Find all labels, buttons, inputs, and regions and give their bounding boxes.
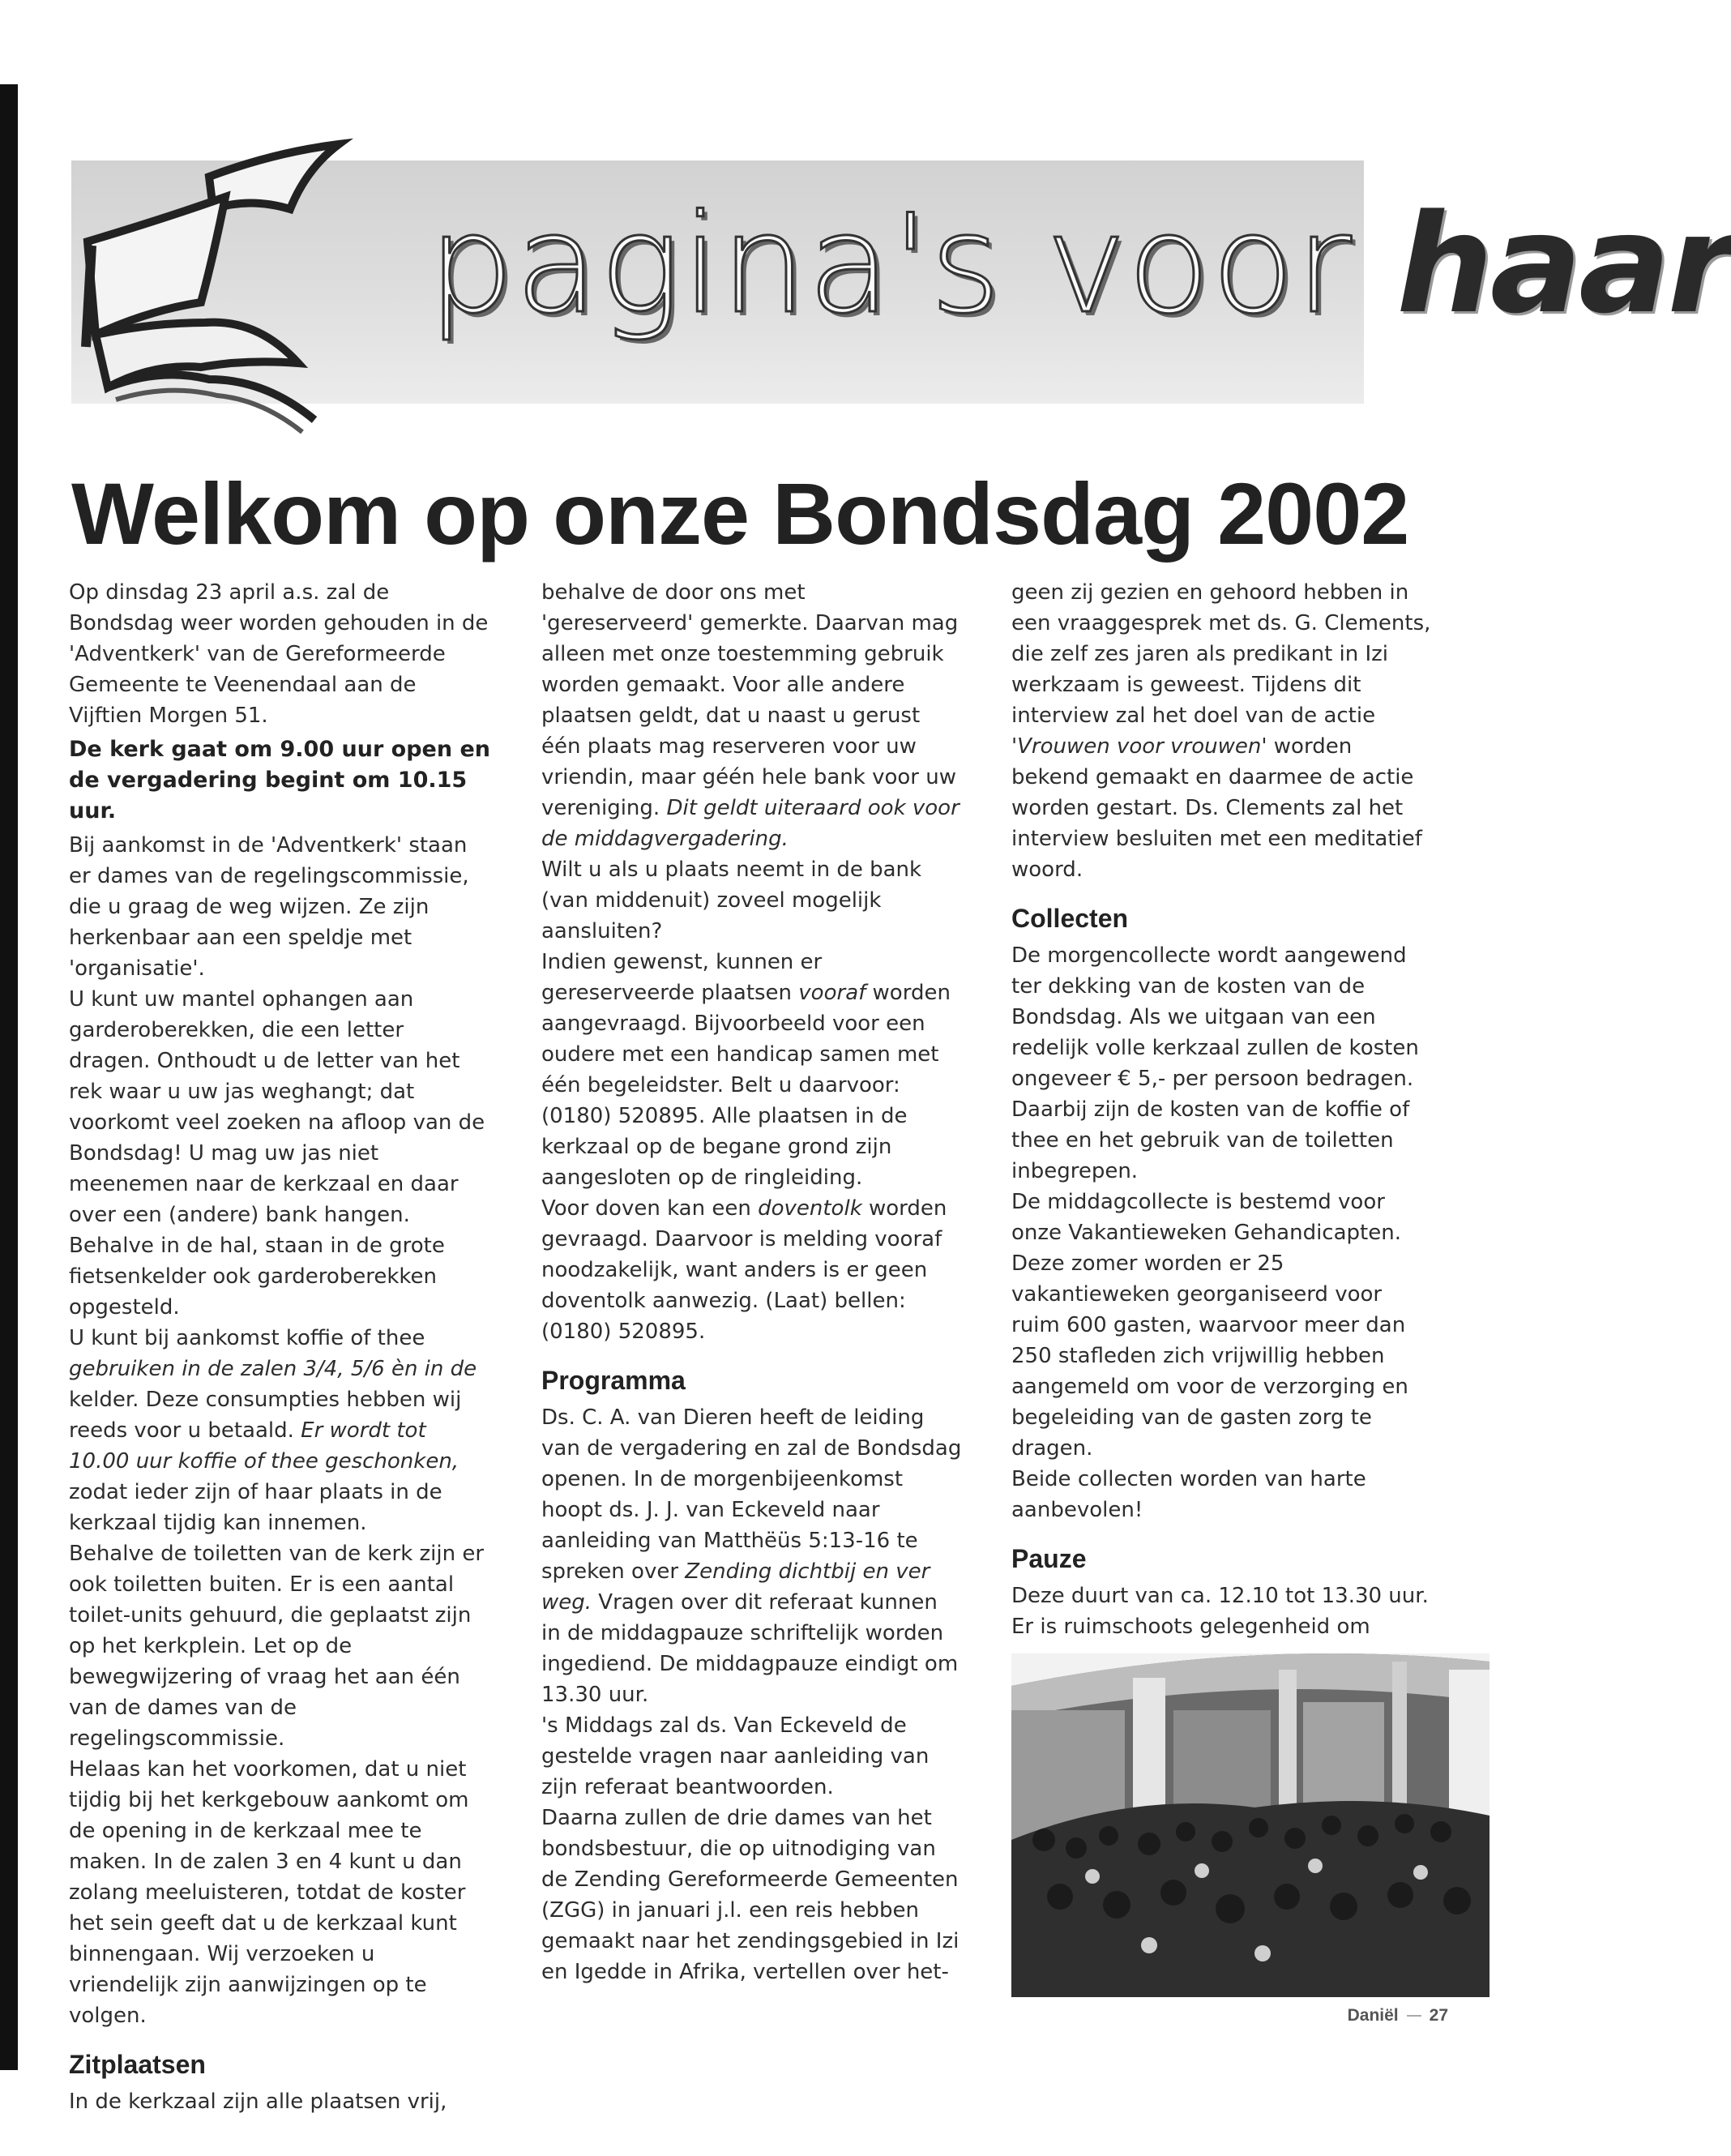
section-heading-collecten: Collecten <box>1011 904 1129 933</box>
paragraph: De morgencollecte wordt aangewend ter dekking van de kosten van de Bondsdag. Als we uitgaan van een redelijk volle kerkzaal zullen de kosten ongeveer € 5,- per persoon bedragen. Daarbij zijn de kosten van de koffie of thee en het gebruik van de toiletten inbegrepen. <box>1011 943 1419 1183</box>
text-run: worden bekend gemaakt en daarmee de actie worden gestart. Ds. Clements zal het interview besluiten met een meditatief woord. <box>1011 734 1422 882</box>
paragraph: 's Middags zal ds. Van Eckeveld de gestelde vragen naar aanleiding van zijn referaat beantwoorden. <box>541 1713 930 1799</box>
paragraph <box>541 1193 963 1347</box>
paragraph <box>69 1323 490 1538</box>
paragraph <box>541 947 963 1193</box>
paragraph <box>541 577 963 854</box>
article-column-3 <box>1011 577 1433 1642</box>
scan-edge-bar <box>0 84 18 2070</box>
footer-separator <box>1407 2015 1421 2017</box>
paragraph: Wilt u als u plaats neemt in de bank (van middenuit) zoveel mogelijk aansluiten? <box>541 858 922 943</box>
text-run-italic: doventolk <box>758 1196 862 1221</box>
paragraph: Behalve de toiletten van de kerk zijn er ook toiletten buiten. Er is een aantal toilet-units gehuurd, die geplaatst zijn op het kerkplein. Let op de bewegwijzering of vraag het aan één van de dames van de regelingscommissie. <box>69 1542 485 1751</box>
banner-title-main: pagina's voor <box>428 185 1397 344</box>
text-run: Indien gewenst, kunnen er gereserveerde plaatsen <box>541 950 823 1005</box>
text-run: worden aangevraagd. Bijvoorbeeld voor een oudere met een handicap samen met één begeleidster. Belt u daarvoor: (0180) 520895. Alle plaatsen in de kerkzaal op de begane grond zijn aangesloten op de ringleiding. <box>541 981 951 1190</box>
text-run-italic: gebruiken in de zalen 3/4, 5/6 èn in de <box>69 1357 477 1381</box>
paragraph: Op dinsdag 23 april a.s. zal de Bondsdag weer worden gehouden in de 'Adventkerk' van de Gereformeerde Gemeente te Veenendaal aan de Vijftien Morgen 51. <box>69 580 489 728</box>
banner-title-emphasis: haar <box>1396 185 1731 344</box>
text-run: geen zij gezien en gehoord hebben in een vraaggesprek met ds. G. Clements, die zelf zes jaren als predikant in Izi werkzaam is geweest. Tijdens dit interview zal het doel van de actie <box>1011 580 1431 728</box>
text-run-italic: Dit geldt uiteraard ook voor de middagvergadering. <box>541 796 960 851</box>
church-crowd-photo <box>1011 1653 1490 1997</box>
magazine-name: Daniël <box>1347 2006 1399 2025</box>
open-book-icon <box>71 120 395 444</box>
text-run: Vragen over dit referaat kunnen in de middagpauze schriftelijk worden ingediend. De middagpauze eindigt om 13.30 uur. <box>541 1590 959 1707</box>
paragraph: Helaas kan het voorkomen, dat u niet tijdig bij het kerkgebouw aankomt om de opening in de kerkzaal mee te maken. In de zalen 3 en 4 kunt u dan zolang meeluisteren, totdat de koster het sein geeft dat u de kerkzaal kunt binnengaan. Wij verzoeken u vriendelijk zijn aanwijzingen op te volgen. <box>69 1757 469 2028</box>
opening-times-notice: De kerk gaat om 9.00 uur open en de vergadering begint om 10.15 uur. <box>69 737 491 823</box>
paragraph: De middagcollecte is bestemd voor onze Vakantieweken Gehandicapten. Deze zomer worden er 25 vakantieweken georganiseerd voor ruim 600 gasten, waarvoor meer dan 250 stafleden zich vrijwillig hebben aangemeld om voor de verzorging en begeleiding van de gasten zorg te dragen. <box>1011 1190 1408 1461</box>
text-run: Voor doven kan een <box>541 1196 759 1221</box>
paragraph <box>541 1402 963 1710</box>
text-run-italic: Zending dichtbij en ver weg. <box>541 1559 930 1615</box>
text-run: zodat ieder zijn of haar plaats in de kerkzaal tijdig kan innemen. <box>69 1480 442 1535</box>
section-banner <box>71 160 1731 404</box>
paragraph: Beide collecten worden van harte aanbevolen! <box>1011 1467 1366 1522</box>
page-footer <box>1348 2006 1448 2026</box>
paragraph: Bij aankomst in de 'Adventkerk' staan er dames van de regelingscommissie, die u graag de weg wijzen. Ze zijn herkenbaar aan een speldje met 'organisatie'. <box>69 833 469 981</box>
text-run-italic: vooraf <box>798 981 866 1005</box>
paragraph: U kunt uw mantel ophangen aan garderoberekken, die een letter dragen. Onthoudt u de letter van het rek waar u uw jas weghangt; dat voorkomt veel zoeken na afloop van de Bondsdag! U mag uw jas niet meenemen naar de kerkzaal en daar over een (andere) bank hangen. Behalve in de hal, staan in de grote fietsenkelder ook garderoberekken opgesteld. <box>69 987 485 1320</box>
text-run: worden gevraagd. Daarvoor is melding vooraf noodzakelijk, want anders is er geen doventolk aanwezig. (Laat) bellen: (0180) 520895. <box>541 1196 947 1344</box>
text-run: U kunt bij aankomst koffie of thee <box>69 1326 425 1350</box>
church-crowd-photo-illustration <box>1011 1653 1490 1997</box>
paragraph: Deze duurt van ca. 12.10 tot 13.30 uur. Er is ruimschoots gelegenheid om <box>1011 1584 1429 1639</box>
text-run: behalve de door ons met 'gereserveerd' gemerkte. Daarvan mag alleen met onze toestemming gebruik worden gemaakt. Voor alle andere plaatsen geldt, dat u naast u gerust één plaats mag reserveren voor uw vriendin, maar géén hele bank voor uw vereniging. <box>541 580 959 820</box>
section-heading-pauze: Pauze <box>1011 1544 1087 1573</box>
paragraph <box>1011 577 1433 885</box>
article-column-2 <box>541 577 963 1987</box>
article-headline: Welkom op onze Bondsdag 2002 <box>71 464 1409 563</box>
page-number: 27 <box>1429 2006 1448 2025</box>
article-column-1 <box>69 577 490 2117</box>
banner-title <box>428 185 1731 344</box>
text-run: Ds. C. A. van Dieren heeft de leiding van de vergadering en zal de Bondsdag openen. In de morgenbijeenkomst hoopt ds. J. J. van Eckeveld naar aanleiding van Matthëüs 5:13-16 te spreken over <box>541 1405 962 1584</box>
section-heading-zitplaatsen: Zitplaatsen <box>69 2050 206 2079</box>
text-run: kelder. Deze consumpties hebben wij reeds voor u betaald. <box>69 1388 462 1443</box>
text-run-italic: Er wordt tot 10.00 uur koffie of thee geschonken, <box>69 1418 459 1474</box>
section-heading-programma: Programma <box>541 1366 686 1395</box>
paragraph: Daarna zullen de drie dames van het bondsbestuur, die op uitnodiging van de Zending Gereformeerde Gemeenten (ZGG) in januari j.l. een reis hebben gemaakt naar het zendingsgebied in Izi en Igedde in Afrika, vertellen over het- <box>541 1806 960 1984</box>
text-run-italic: 'Vrouwen voor vrouwen' <box>1011 734 1267 759</box>
paragraph: In de kerkzaal zijn alle plaatsen vrij, <box>69 2090 447 2114</box>
